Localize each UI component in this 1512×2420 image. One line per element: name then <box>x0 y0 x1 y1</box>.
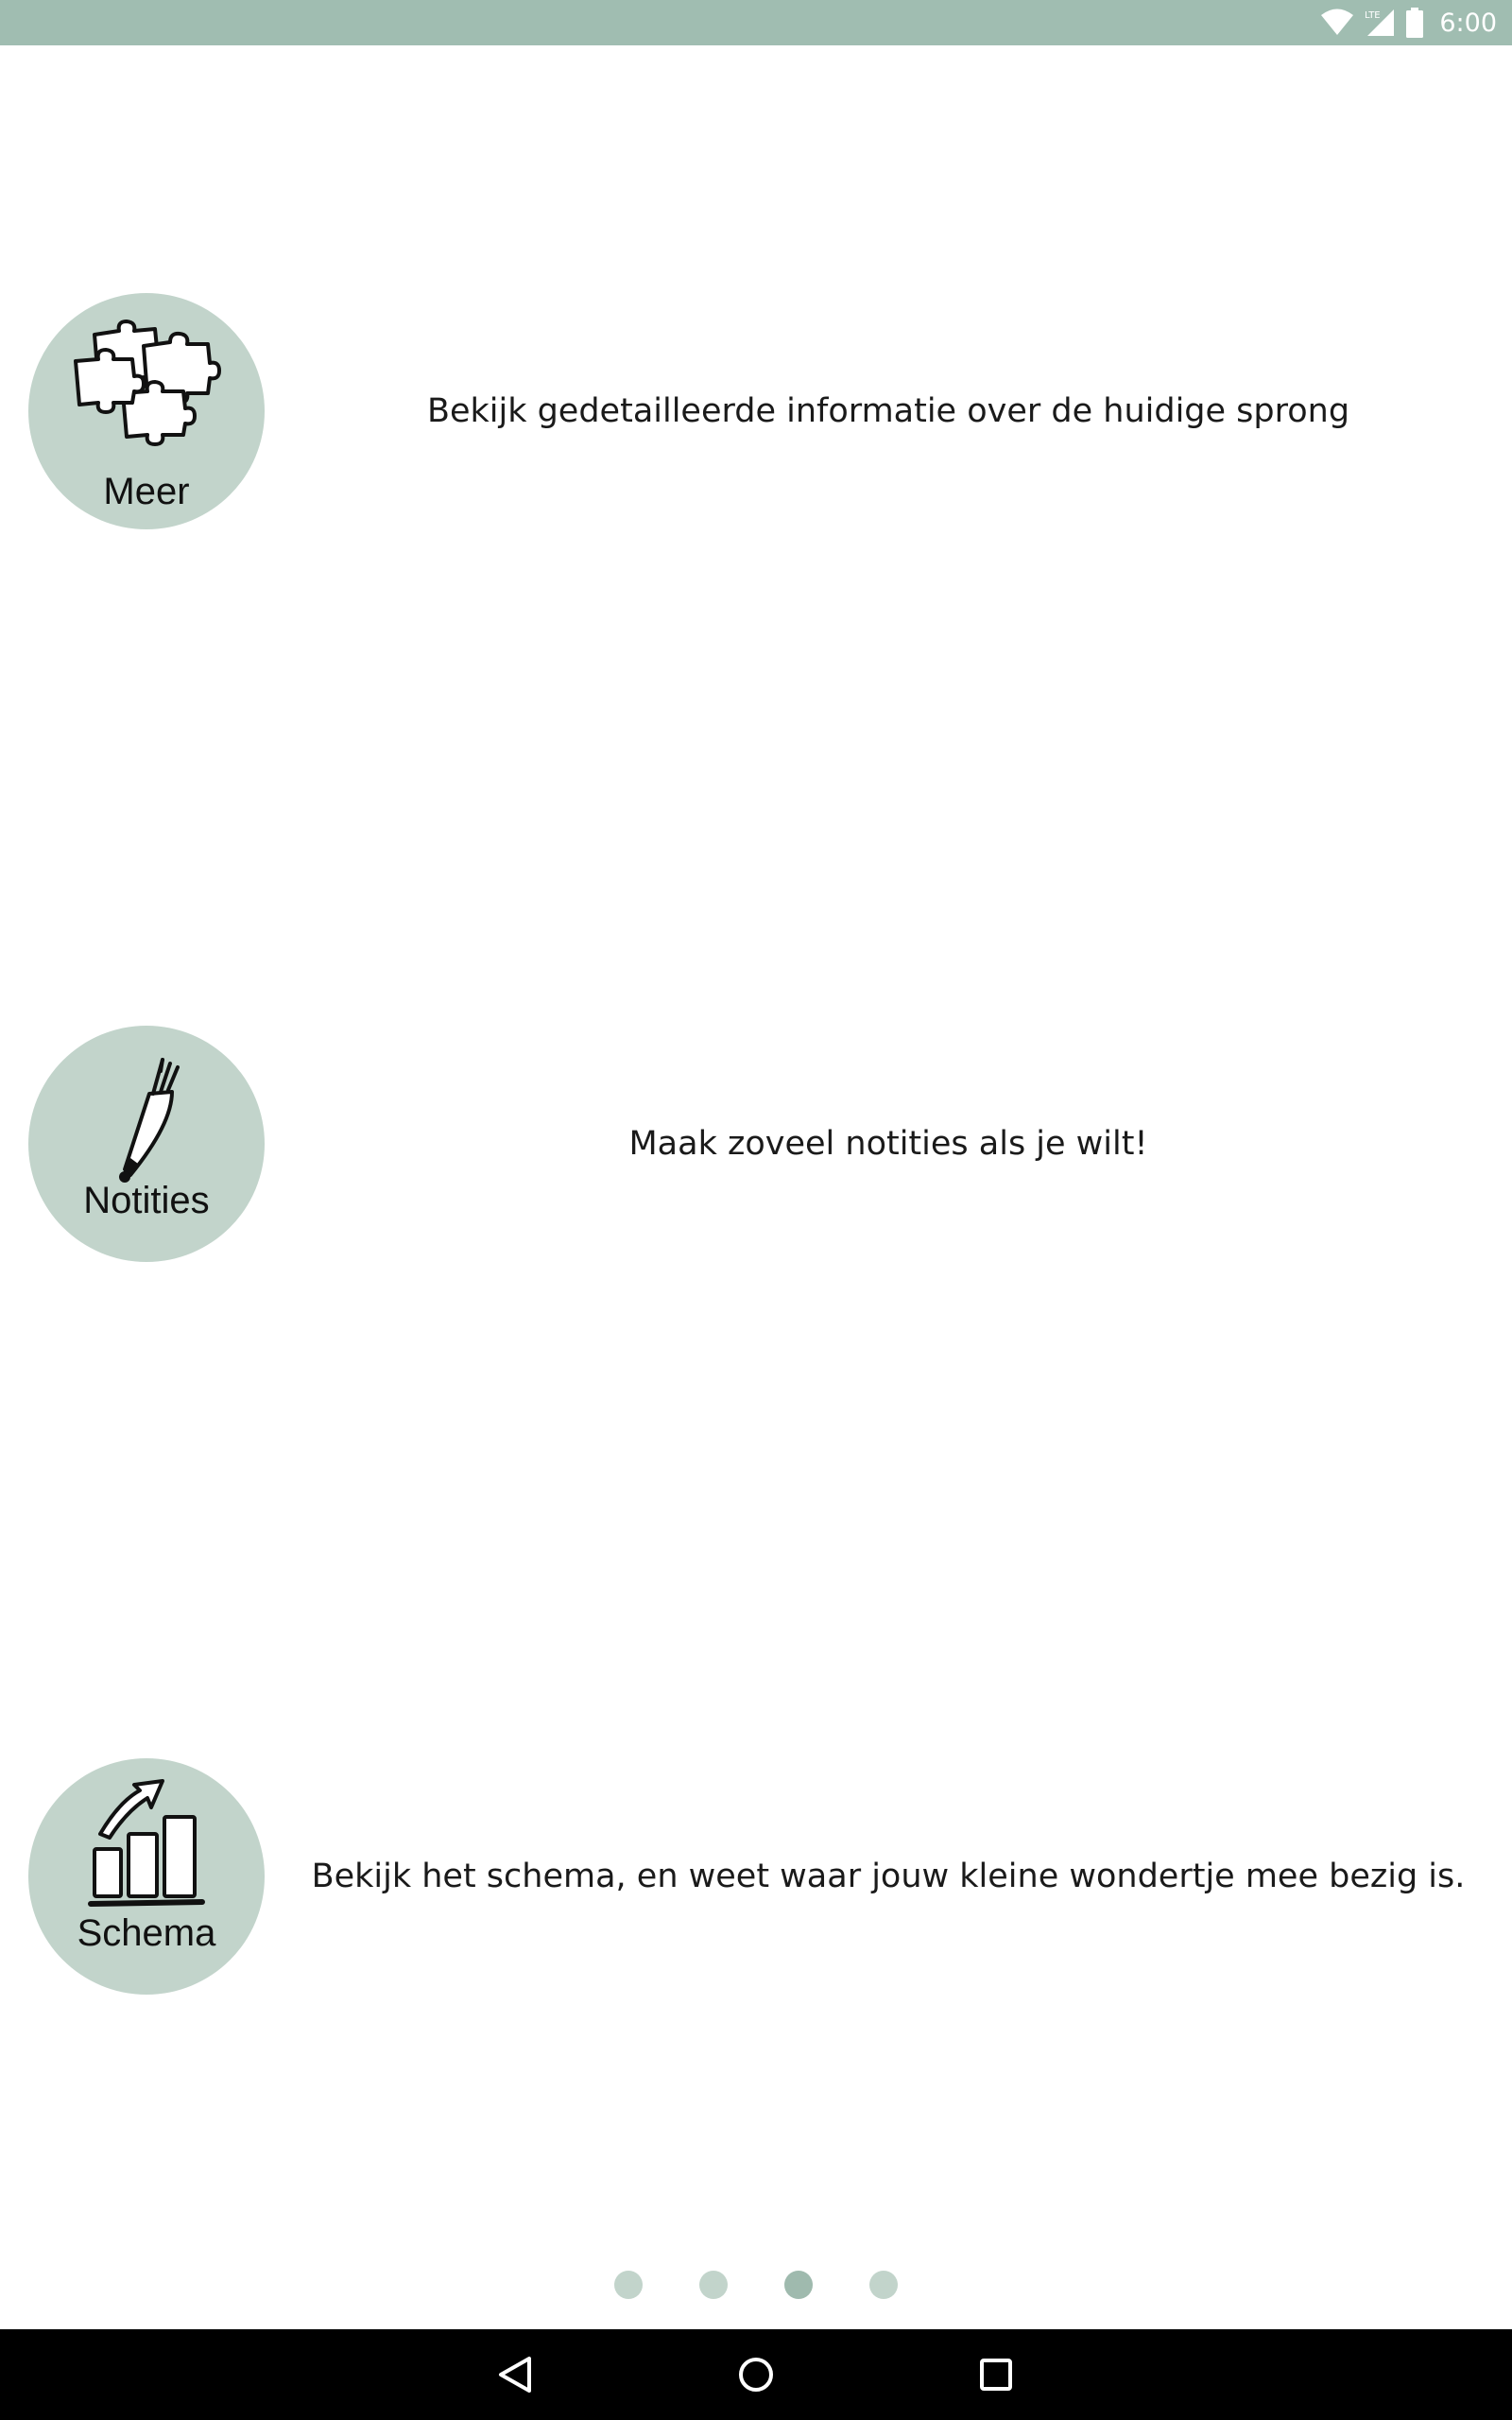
recents-button[interactable] <box>968 2346 1024 2403</box>
page-dot-1[interactable] <box>614 2271 643 2299</box>
schema-description: Bekijk het schema, en weet waar jouw kleine wondertje mee bezig is. <box>311 1858 1466 1895</box>
notities-label: Notities <box>83 1180 210 1221</box>
status-icons <box>1320 0 1497 45</box>
recents-icon <box>968 2346 1024 2403</box>
back-icon <box>488 2346 544 2403</box>
back-button[interactable] <box>488 2346 544 2403</box>
home-button[interactable] <box>728 2346 784 2403</box>
wifi-icon <box>1320 9 1354 37</box>
schema-button[interactable] <box>28 1758 265 1995</box>
navigation-bar <box>0 2329 1512 2420</box>
battery-icon <box>1405 8 1424 38</box>
notities-button[interactable] <box>28 1026 265 1262</box>
page-dot-3-active[interactable] <box>784 2271 813 2299</box>
bar-chart-icon <box>28 1758 265 1995</box>
meer-button[interactable] <box>28 293 265 529</box>
page-dot-4[interactable] <box>869 2271 898 2299</box>
feature-row-meer <box>0 293 1512 529</box>
status-time: 6:00 <box>1439 8 1497 38</box>
page-dot-2[interactable] <box>699 2271 728 2299</box>
feature-row-schema <box>0 1758 1512 1995</box>
notities-description: Maak zoveel notities als je wilt! <box>628 1125 1148 1163</box>
page-indicator <box>0 2271 1512 2303</box>
cell-signal-icon <box>1364 8 1396 38</box>
home-icon <box>728 2346 784 2403</box>
meer-description: Bekijk gedetailleerde informatie over de huidige sprong <box>426 392 1350 430</box>
schema-label: Schema <box>77 1912 216 1954</box>
pen-icon <box>28 1026 265 1262</box>
puzzle-icon <box>28 293 265 529</box>
meer-label: Meer <box>103 471 190 512</box>
status-bar <box>0 0 1512 45</box>
feature-row-notities <box>0 1026 1512 1262</box>
network-type-label: LTE <box>1365 10 1381 21</box>
